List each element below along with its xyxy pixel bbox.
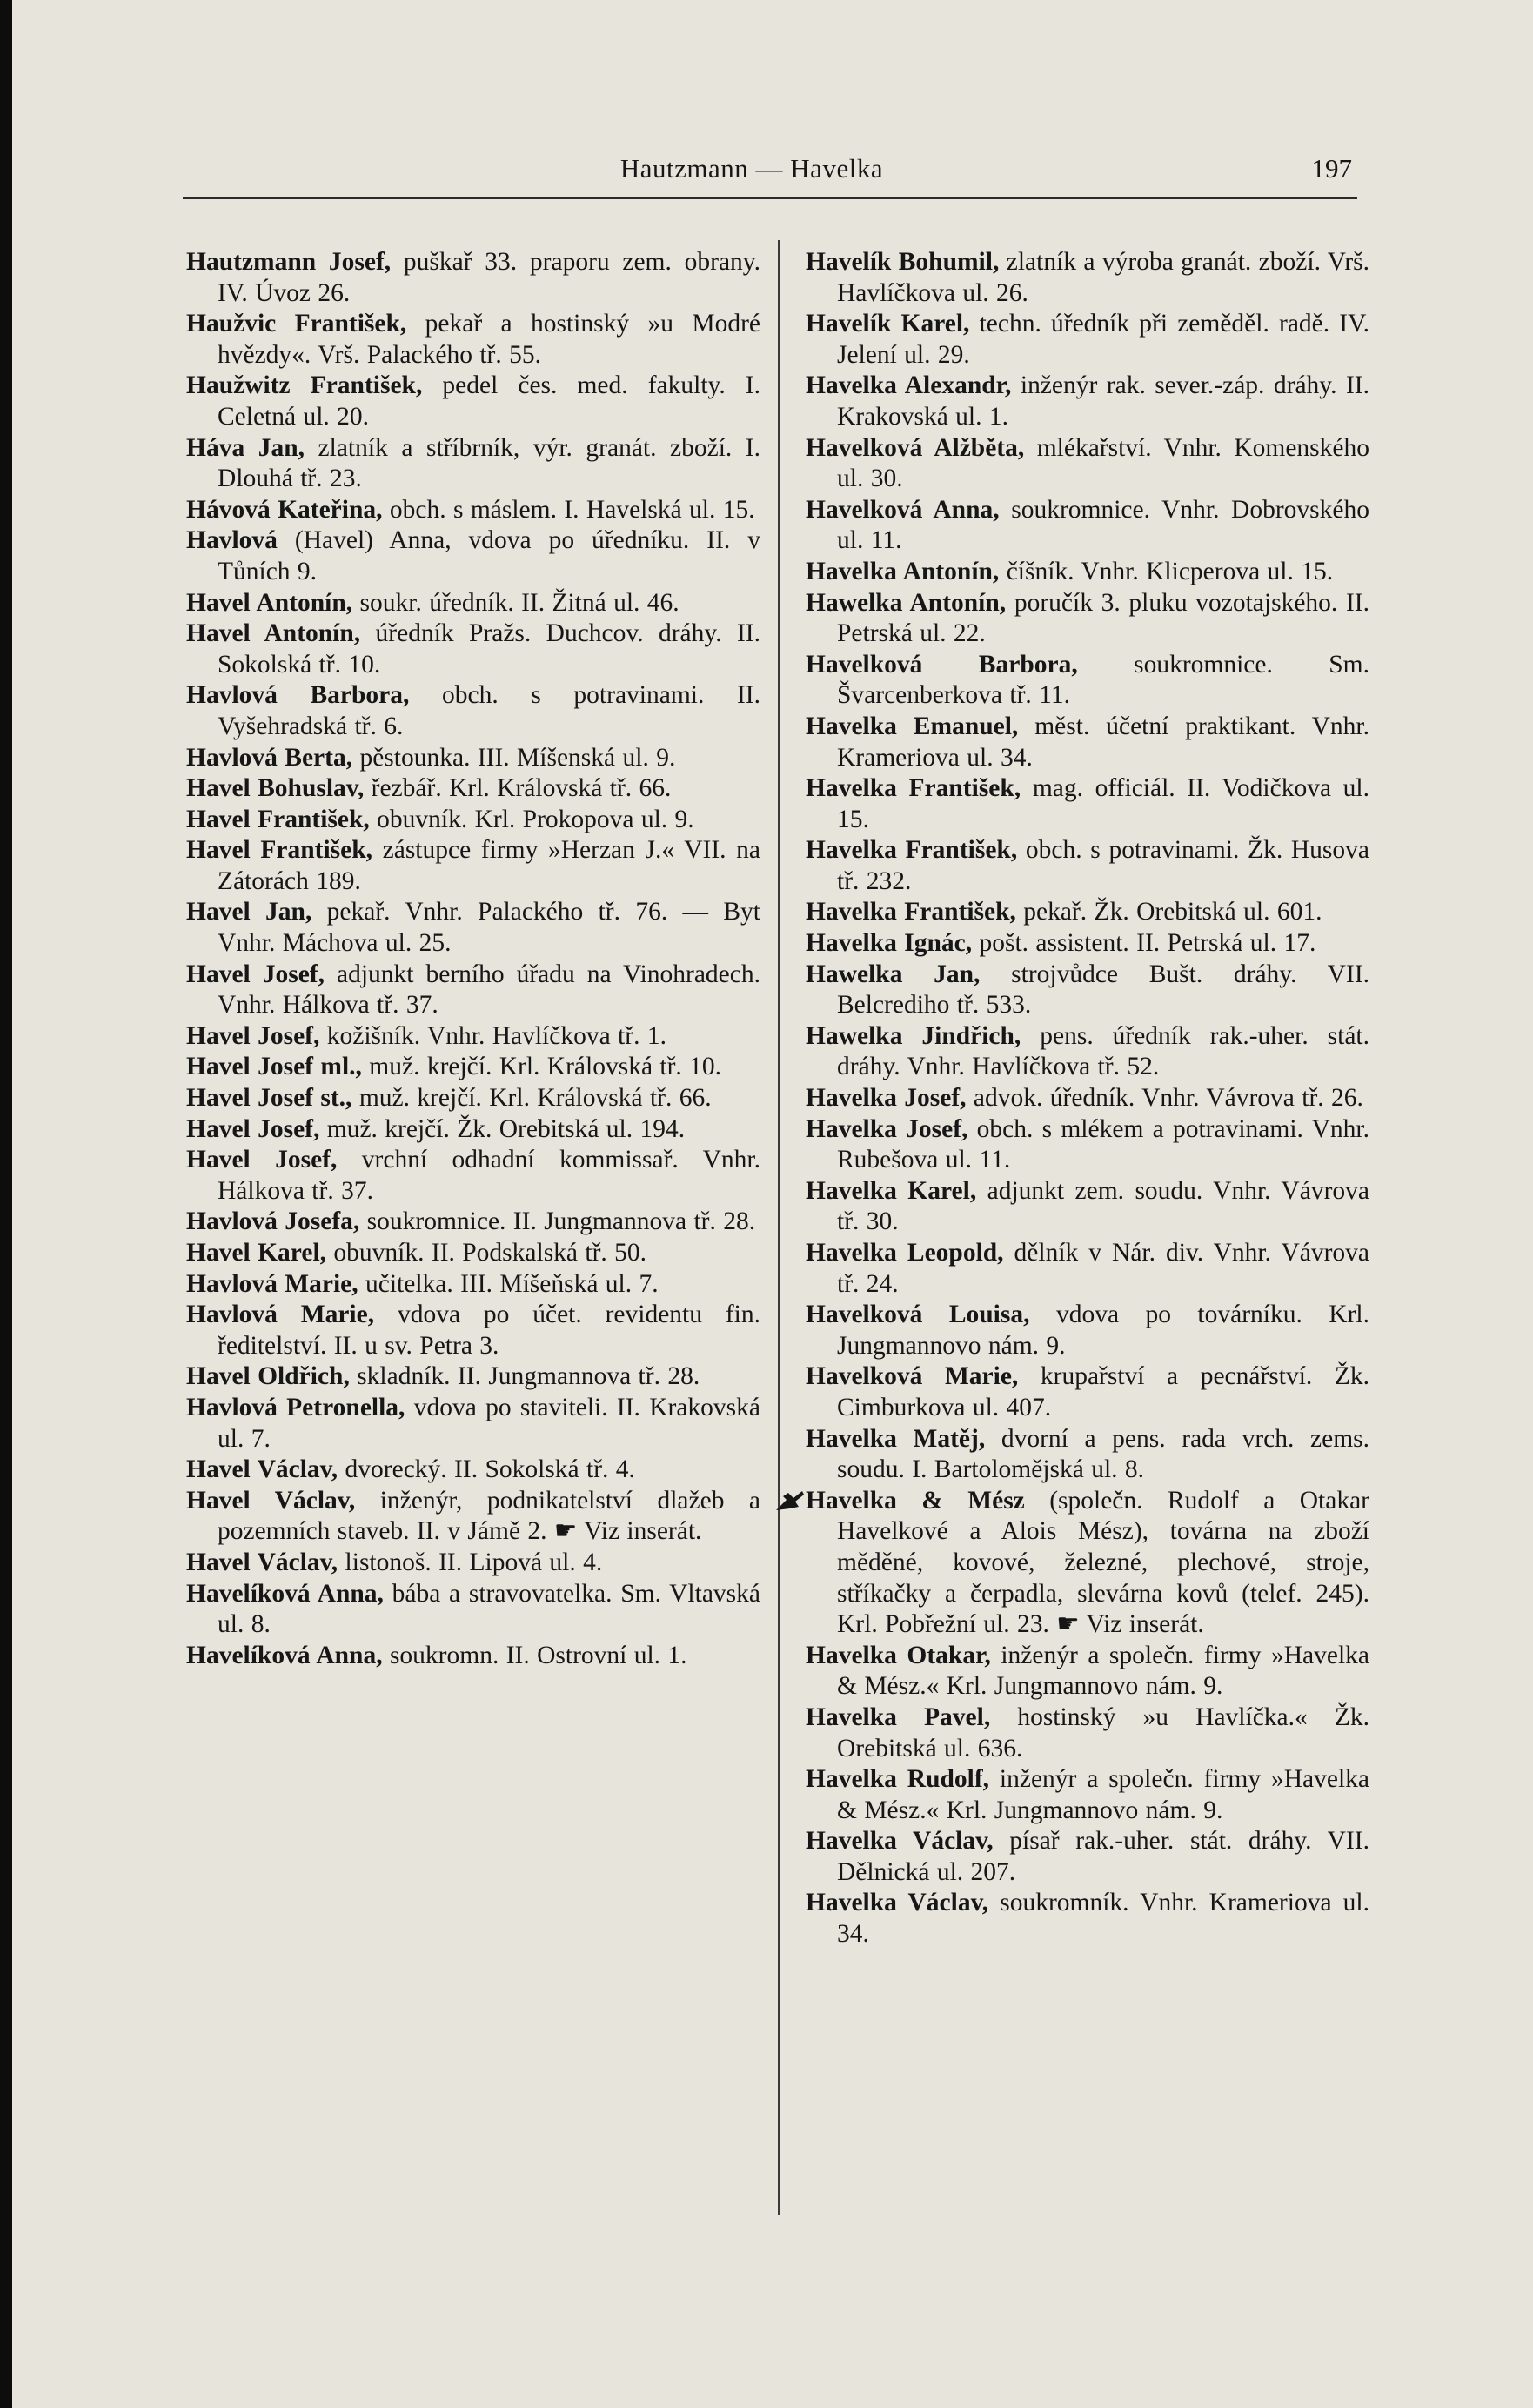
directory-entry [186,309,760,371]
entry-text [186,1641,760,1672]
directory-entry [806,928,1369,960]
entry-name: Havlová [186,526,278,555]
entry-name: Havelka Ignác, [806,929,973,958]
entry-text [186,1361,760,1393]
entry-name: Havlová Barbora, [186,681,410,710]
entry-details: vdova po továrníku. Krl. Jungmannovo nám. 9. [837,1301,1370,1360]
running-title: Hautzmann — Havelka [619,153,884,184]
directory-entry [806,1083,1369,1114]
directory-entry [186,1145,760,1207]
entry-text [186,309,760,371]
directory-entry [806,650,1369,712]
entry-details: obch. s mlékem a potravinami. Vnhr. Rubešova ul. 11. [837,1114,1369,1174]
directory-entry [806,371,1369,432]
entry-text [186,525,760,587]
entry-details: řezbář. Krl. Královská tř. 66. [371,774,672,803]
directory-entry [186,1269,760,1301]
entry-name: Havelíková Anna, [186,1641,383,1669]
entry-details: obuvník. Krl. Prokopova ul. 9. [377,805,694,833]
directory-entry [186,1641,760,1672]
entry-name: Havelka Emanuel, [806,712,1019,740]
entry-details: dělník v Nár. div. Vnhr. Vávrova tř. 24. [837,1239,1370,1298]
entry-text [806,712,1369,773]
entry-text [806,835,1369,897]
entry-text [186,1021,760,1053]
entry-text [186,495,760,526]
directory-entry [186,773,760,805]
entry-details: inženýr rak. sever.-záp. dráhy. II. Krakovská ul. 1. [837,371,1370,431]
directory-entry [806,1361,1369,1423]
entry-details: učitelka. III. Míšeňská ul. 7. [365,1269,659,1298]
entry-details: zástupce firmy »Herzan J.« VII. na Zátorách 189. [218,836,760,895]
directory-entry [186,1021,760,1053]
entry-name: Havelka František, [806,898,1016,926]
entry-name: Havelka František, [806,836,1018,865]
directory-entry [186,525,760,587]
entry-details: pekař. Žk. Orebitská ul. 601. [1023,898,1322,926]
entry-details: dvorecký. II. Sokolská tř. 4. [345,1455,635,1484]
directory-entry [186,805,760,836]
entry-text [186,371,760,432]
entry-name: Hautzmann Josef, [186,248,392,276]
entry-name: Haužwitz František, [186,371,423,400]
entry-text [806,588,1369,650]
entry-text [186,433,760,495]
entry-text [806,773,1369,835]
entry-text [806,1300,1369,1361]
directory-entry [186,1361,760,1393]
directory-entry [186,680,760,742]
directory-entry [806,247,1369,309]
entry-text [806,650,1369,712]
entry-text [186,897,760,959]
entry-name: Havelka Pavel, [806,1702,991,1731]
directory-entry [806,1238,1369,1300]
entry-details: pens. úředník rak.-uher. stát. dráhy. Vnhr. Havlíčkova tř. 52. [837,1021,1369,1081]
entry-details: adjunkt berního úřadu na Vinohradech. Vnhr. Hálkova tř. 37. [218,960,760,1020]
entry-text [806,557,1369,588]
entry-name: Havelka Antonín, [806,557,1000,585]
entry-text [806,1641,1369,1702]
entry-name: Hawelka Jindřich, [806,1021,1021,1050]
entry-text [186,1083,760,1114]
entry-name: Havel Václav, [186,1548,338,1576]
directory-entry [806,1702,1369,1764]
directory-entry [806,1486,1369,1641]
entry-details: vrchní odhadní kommissař. Vnhr. Hálkova tř. 37. [218,1146,761,1205]
directory-entry [186,1052,760,1083]
entry-name: Havelka Josef, [806,1084,967,1113]
entry-text [806,1826,1369,1888]
entry-text [186,743,760,774]
directory-entry [806,495,1369,557]
entry-details: muž. krejčí. Krl. Královská tř. 10. [369,1053,722,1081]
directory-entry [186,1114,760,1146]
entry-name: Havelková Marie, [806,1362,1019,1391]
entry-details: soukr. úředník. II. Žitná ul. 46. [359,588,679,617]
entry-text [806,309,1369,371]
entry-name: Havelka Josef, [806,1114,968,1143]
entry-details: pekař a hostinský »u Modré hvězdy«. Vrš. Palackého tř. 55. [218,310,760,369]
entry-details: vdova po staviteli. II. Krakovská ul. 7. [218,1393,760,1453]
entry-details: pošt. assistent. II. Petrská ul. 17. [979,929,1316,958]
entry-name: Havelka František, [806,774,1021,803]
entry-details: inženýr a společn. firmy »Havelka & Mész.« Krl. Jungmannovo nám. 9. [837,1765,1370,1824]
entry-details: pedel čes. med. fakulty. I. Celetná ul. 20. [218,371,761,431]
entry-text [186,960,760,1021]
directory-entry [186,433,760,495]
entry-details: zlatník a výroba granát. zboží. Vrš. Havlíčkova ul. 26. [837,248,1370,307]
entry-text [806,1361,1369,1423]
entry-name: Havelka Matěj, [806,1424,986,1453]
entry-name: Havelík Bohumil, [806,248,1000,276]
directory-entry [186,960,760,1021]
entry-name: Havelka Otakar, [806,1641,991,1669]
directory-entry [186,1300,760,1361]
entry-name: Havlová Petronella, [186,1393,405,1421]
page-number: 197 [1311,153,1352,184]
entry-text [806,1702,1369,1764]
entry-name: Hawelka Antonín, [806,588,1007,617]
entry-details: bába a stravovatelka. Sm. Vltavská ul. 8. [218,1579,760,1639]
entry-text [806,1021,1369,1083]
entry-name: Havelka Rudolf, [806,1765,990,1794]
entry-name: Havelka Karel, [806,1176,977,1205]
entry-details: advok. úředník. Vnhr. Vávrova tř. 26. [973,1084,1363,1113]
directory-entry [186,619,760,680]
entry-details: skladník. II. Jungmannova tř. 28. [357,1362,700,1391]
entry-name: Havelka & Mész [806,1486,1025,1515]
entry-text [186,1393,760,1455]
entry-details: muž. krejčí. Krl. Královská tř. 66. [358,1084,712,1113]
entry-details: obch. s potravinami. Žk. Husova tř. 232. [837,836,1369,895]
entry-text [186,1486,760,1548]
entry-details: číšník. Vnhr. Klicperova ul. 15. [1006,557,1334,585]
directory-entry [186,1486,760,1548]
entry-name: Havelka Leopold, [806,1239,1004,1267]
entry-name: Havel František, [186,805,370,833]
entry-name: Havlová Josefa, [186,1207,360,1236]
directory-entry [186,835,760,897]
entry-name: Havelka Václav, [806,1889,989,1917]
entry-details: pěstounka. III. Míšenská ul. 9. [359,743,676,772]
entry-text [186,1548,760,1579]
entry-details: úředník Pražs. Duchcov. dráhy. II. Sokolská tř. 10. [218,619,760,679]
entry-text [806,433,1369,495]
directory-entry [806,1888,1369,1950]
column-divider [778,240,780,2215]
entry-text [806,928,1369,960]
entry-details: inženýr, podnikatelství dlažeb a pozemních staveb. II. v Jámě 2. ☛ Viz inserát. [218,1486,760,1546]
entry-name: Havlová Marie, [186,1269,358,1298]
entry-name: Havel Bohuslav, [186,774,365,803]
entry-name: Havel Jan, [186,898,312,926]
left-column [186,247,760,1671]
entry-details: mag. officiál. II. Vodičkova ul. 15. [837,774,1370,833]
entry-name: Havel Oldřich, [186,1362,350,1391]
directory-entry [806,712,1369,773]
entry-name: Havelková Barbora, [806,650,1078,679]
entry-name: Hawelka Jan, [806,960,981,988]
entry-name: Havel Václav, [186,1486,356,1515]
entry-details: mlékařství. Vnhr. Komenského ul. 30. [837,433,1369,493]
entry-details: obch. s máslem. I. Havelská ul. 15. [389,495,755,524]
entry-details: strojvůdce Bušt. dráhy. VII. Belcrediho tř. 533. [837,960,1370,1020]
entry-details: adjunkt zem. soudu. Vnhr. Vávrova tř. 30. [837,1176,1369,1236]
directory-entry [806,835,1369,897]
entry-text [186,773,760,805]
entry-name: Havelková Alžběta, [806,433,1025,462]
directory-entry [806,960,1369,1021]
entry-details: inženýr a společn. firmy »Havelka & Mész.« Krl. Jungmannovo nám. 9. [837,1641,1369,1701]
directory-entry [186,1548,760,1579]
entry-name: Havel Josef, [186,1114,320,1143]
entry-details: obch. s potravinami. II. Vyšehradská tř. 6. [218,681,760,740]
entry-details: soukromnice. II. Jungmannova tř. 28. [366,1207,756,1236]
directory-entry [806,773,1369,835]
directory-entry [186,371,760,432]
directory-entry [186,247,760,309]
entry-name: Havelková Louisa, [806,1301,1030,1329]
directory-entry [806,1424,1369,1486]
entry-name: Havel Josef, [186,1021,320,1050]
directory-entry [806,1021,1369,1083]
entry-details: (společn. Rudolf a Otakar Havelkové a Alois Mész), továrna na zboží měděné, kovové, železné, plechové, stroje, stříkačky a čerpadla, slevárna kovů (telef. 245). Krl. Pobřežní ul. 23. ☛ Viz inserát. [837,1486,1369,1639]
directory-entry [186,588,760,619]
entry-text [186,619,760,680]
entry-name: Hávová Kateřina, [186,495,383,524]
directory-entry [806,1641,1369,1702]
directory-entry [806,897,1369,928]
entry-details: techn. úředník při zeměděl. radě. IV. Jelení ul. 29. [837,310,1370,369]
directory-entry [806,1176,1369,1238]
entry-text [806,495,1369,557]
directory-entry [806,433,1369,495]
entry-text [806,1238,1369,1300]
entry-details: krupařství a pecnářství. Žk. Cimburkova ul. 407. [837,1362,1370,1421]
entry-details: vdova po účet. revidentu fin. ředitelství. II. u sv. Petra 3. [218,1301,760,1360]
header-rule [183,197,1357,199]
entry-text [186,1455,760,1486]
directory-entry [186,1455,760,1486]
entry-details: soukromn. II. Ostrovní ul. 1. [389,1641,687,1669]
directory-entry [806,1300,1369,1361]
entry-name: Havel Václav, [186,1455,338,1484]
entry-text [806,1176,1369,1238]
entry-text [806,247,1369,309]
entry-details: (Havel) Anna, vdova po úředníku. II. v Tůních 9. [218,526,760,585]
entry-name: Havel Josef, [186,1146,338,1174]
entry-details: poručík 3. pluku vozotajského. II. Petrská ul. 22. [837,588,1369,648]
entry-text [806,1888,1369,1950]
entry-name: Havel Josef, [186,960,325,988]
entry-text [186,1207,760,1238]
entry-text [186,588,760,619]
entry-text [806,1083,1369,1114]
directory-entry [806,309,1369,371]
entry-name: Havel Karel, [186,1239,327,1267]
entry-text [186,805,760,836]
directory-entry [186,897,760,959]
entry-name: Havel Josef ml., [186,1053,362,1081]
entry-details: hostinský »u Havlíčka.« Žk. Orebitská ul. 636. [837,1702,1370,1763]
directory-entry [186,1238,760,1269]
entry-text [186,1145,760,1207]
pointing-hand-icon [773,1488,806,1514]
entry-text [806,1486,1369,1641]
directory-entry [806,557,1369,588]
entry-text [806,1424,1369,1486]
entry-name: Havlová Marie, [186,1301,375,1329]
entry-details: dvorní a pens. rada vrch. zems. soudu. I. Bartolomějská ul. 8. [837,1424,1370,1484]
entry-details: soukromník. Vnhr. Krameriova ul. 34. [837,1889,1370,1949]
entry-name: Havel Antonín, [186,588,353,617]
directory-entry [806,588,1369,650]
entry-text [186,1300,760,1361]
entry-name: Havelík Karel, [806,310,970,338]
entry-text [806,897,1369,928]
right-column [806,247,1369,1950]
directory-page [12,0,1533,2408]
entry-text [806,1764,1369,1826]
entry-text [806,371,1369,432]
directory-entry [186,495,760,526]
directory-entry [186,1207,760,1238]
entry-details: muž. krejčí. Žk. Orebitská ul. 194. [326,1114,686,1143]
directory-entry [186,1579,760,1641]
entry-text [186,1269,760,1301]
entry-name: Havelka Alexandr, [806,371,1012,400]
directory-entry [186,1083,760,1114]
entry-name: Havelková Anna, [806,495,1000,524]
directory-entry [186,743,760,774]
entry-details: listonoš. II. Lipová ul. 4. [345,1548,603,1576]
entry-name: Havel Josef st., [186,1084,352,1113]
entry-name: Haužvic František, [186,310,407,338]
entry-text [806,960,1369,1021]
entry-name: Havel Antonín, [186,619,361,648]
entry-details: obuvník. II. Podskalská tř. 50. [333,1239,647,1267]
entry-text [186,1114,760,1146]
entry-name: Havelka Václav, [806,1827,994,1856]
entry-text [806,1114,1369,1176]
entry-details: zlatník a stříbrník, výr. granát. zboží. I. Dlouhá tř. 23. [218,433,761,493]
entry-text [186,1579,760,1641]
entry-text [186,680,760,742]
directory-entry [806,1764,1369,1826]
directory-entry [806,1826,1369,1888]
entry-text [186,1052,760,1083]
entry-details: kožišník. Vnhr. Havlíčkova tř. 1. [326,1021,666,1050]
entry-details: soukromnice. Sm. Švarcenberkova tř. 11. [837,650,1369,710]
entry-details: puškař 33. praporu zem. obrany. IV. Úvoz 26. [218,248,760,307]
entry-details: soukromnice. Vnhr. Dobrovského ul. 11. [837,495,1369,555]
entry-name: Havelíková Anna, [186,1579,384,1608]
entry-name: Háva Jan, [186,433,305,462]
entry-text [186,247,760,309]
directory-entry [186,1393,760,1455]
entry-name: Havlová Berta, [186,743,353,772]
entry-text [186,1238,760,1269]
entry-details: měst. účetní praktikant. Vnhr. Krameriova ul. 34. [837,712,1369,772]
entry-name: Havel František, [186,836,373,865]
entry-text [186,835,760,897]
directory-entry [806,1114,1369,1176]
entry-details: písař rak.-uher. stát. dráhy. VII. Dělnická ul. 207. [837,1827,1370,1886]
entry-details: pekař. Vnhr. Palackého tř. 76. — Byt Vnhr. Máchova ul. 25. [218,898,760,958]
page-header [12,153,1533,195]
